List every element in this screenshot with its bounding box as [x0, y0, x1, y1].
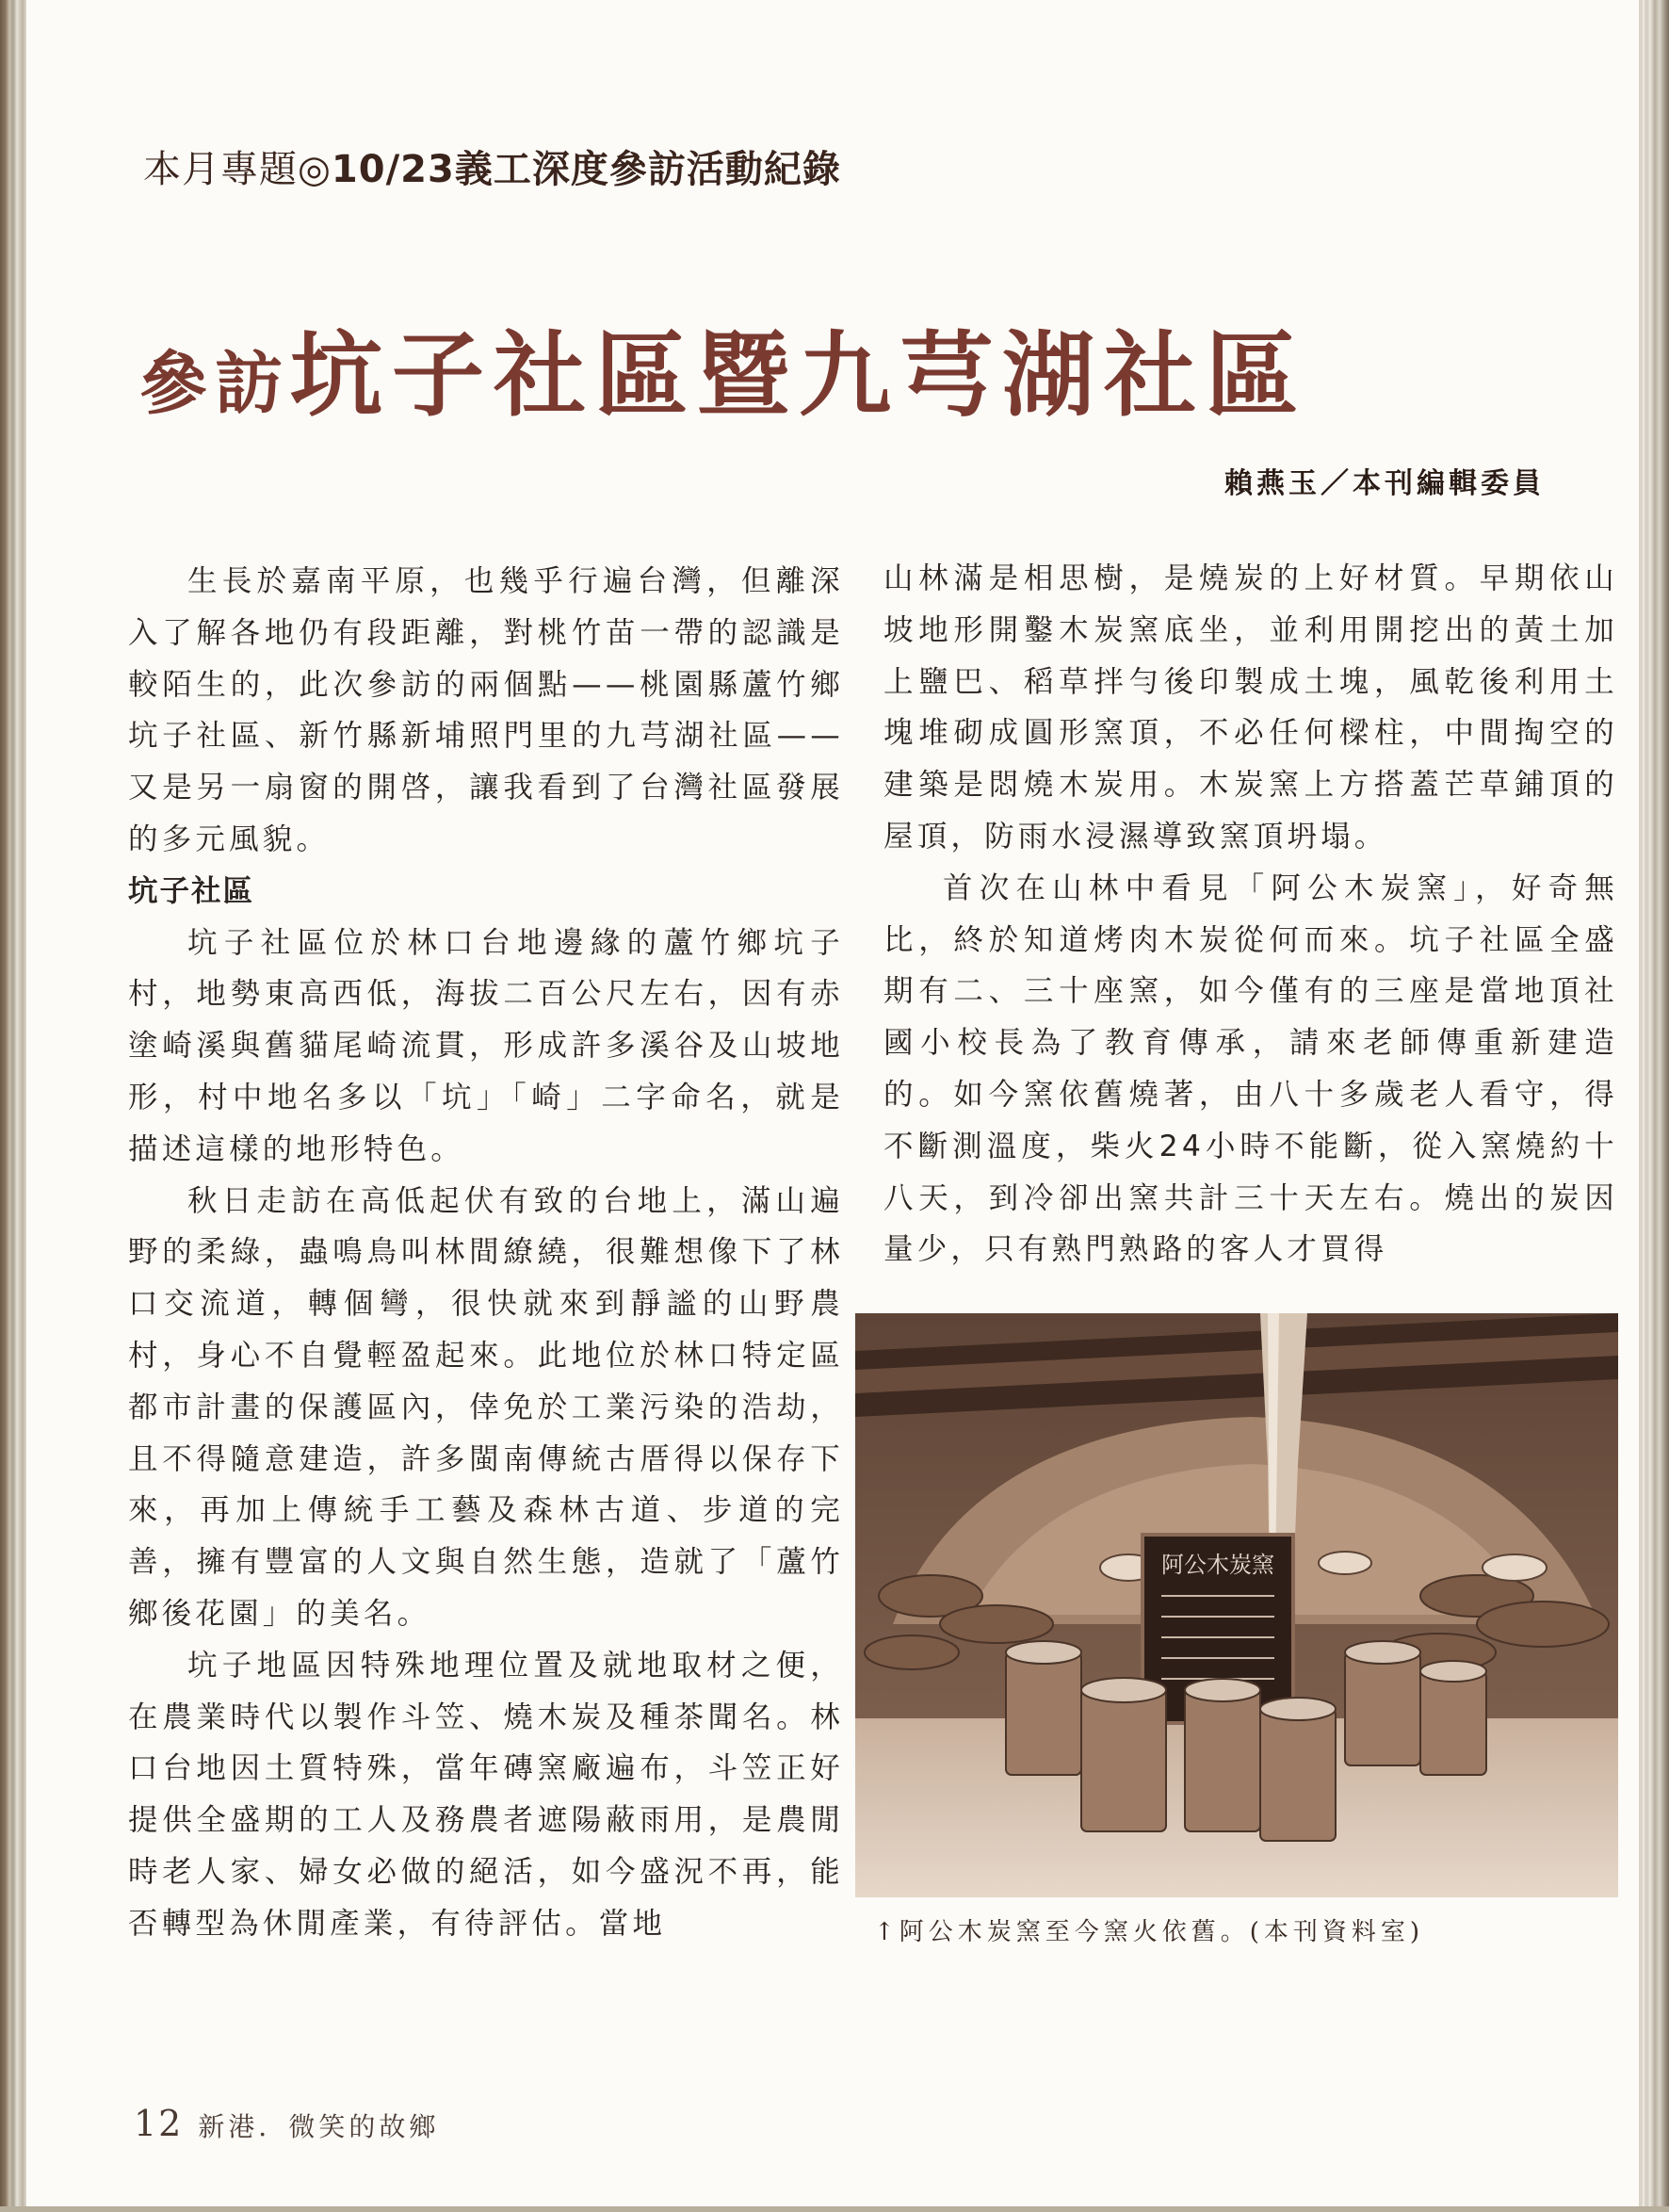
bottom-shadow — [0, 2206, 1669, 2212]
byline: 賴燕玉／本刊編輯委員 — [1224, 467, 1545, 500]
paragraph: 坑子地區因特殊地理位置及就地取材之便，在農業時代以製作斗笠、燒木炭及種茶聞名。林口台地因土質特殊，當年磚窯廠遍布，斗笠正好提供全盛期的工人及務農者遮陽蔽雨用，是農閒時老人家、婦女必做的絕活，如今盛況不再，能否轉型為休閒產業，有待評估。當地 — [128, 1648, 844, 1941]
paragraph: 山林滿是相思樹，是燒炭的上好材質。早期依山坡地形開鑿木炭窯底坐，並利用開挖出的黃土加上鹽巴、稻草拌勻後印製成土塊，風乾後利用土塊堆砌成圓形窯頂，不必任何樑柱，中間掏空的建築是悶燒木炭用。木炭窯上方搭蓋芒草鋪頂的屋頂，防雨水浸濕導致窯頂坍塌。 — [883, 561, 1618, 854]
title-prefix: 參訪 — [139, 344, 291, 423]
page-number: 12 — [134, 2103, 184, 2144]
charcoal-kiln-photo — [855, 1313, 1618, 1897]
paragraph: 秋日走訪在高低起伏有致的台地上，滿山遍野的柔綠，蟲鳴鳥叫林間繚繞，很難想像下了林口交流道，轉個彎，很快就來到靜謐的山野農村，身心不自覺輕盈起來。此地位於林口特定區都市計畫的保護區內，倖免於工業污染的浩劫，且不得隨意建造，許多閩南傳統古厝得以保存下來，再加上傳統手工藝及森林古道、步道的完善，擁有豐富的人文與自然生態，造就了「蘆竹鄉後花園」的美名。 — [128, 1183, 844, 1631]
section-header — [143, 141, 991, 198]
sign-text: 阿公木炭窯 — [1161, 1552, 1274, 1578]
photo-illustration — [855, 1313, 1618, 1897]
paragraph: 首次在山林中看見「阿公木炭窯」，好奇無比，終於知道烤肉木炭從何而來。坑子社區全盛期有二、三十座窯，如今僅有的三座是當地頂社國小校長為了教育傳承，請來老師傳重新建造的。如今窯依舊燒著，由八十多歲老人看守，得不斷測溫度，柴火24小時不能斷，從入窯燒約十八天，到冷卻出窯共計三十天左右。燒出的炭因量少，只有熟門熟路的客人才買得 — [883, 870, 1618, 1267]
publication-name: 新港．微笑的故鄉 — [198, 2111, 440, 2142]
left-column — [128, 556, 844, 1950]
page-edge-left — [0, 0, 28, 2212]
subheading: 坑子社區 — [128, 873, 255, 908]
title-main: 坑子社區暨九芎湖社區 — [290, 322, 1308, 430]
photo-caption: ↑阿公木炭窯至今窯火依舊。(本刊資料室) — [874, 1918, 1425, 1946]
article-title — [139, 301, 1533, 430]
series-label: 本月專題◎ — [143, 148, 332, 191]
magazine-page — [26, 0, 1639, 2212]
paragraph: 坑子社區位於林口台地邊緣的蘆竹鄉坑子村，地勢東高西低，海拔二百公尺左右，因有赤塗崎溪與舊貓尾崎流貫，形成許多溪谷及山坡地形，村中地名多以「坑」「崎」二字命名，就是描述這樣的地形特色。 — [128, 925, 844, 1166]
page-edge-right — [1643, 0, 1669, 2212]
page-footer — [134, 2103, 439, 2150]
topic-label: 10/23義工深度參訪活動紀錄 — [331, 148, 841, 191]
right-column — [883, 553, 1618, 1276]
paragraph: 生長於嘉南平原，也幾乎行遍台灣，但離深入了解各地仍有段距離，對桃竹苗一帶的認識是較陌生的，此次參訪的兩個點——桃園縣蘆竹鄉坑子社區、新竹縣新埔照門里的九芎湖社區——又是另一扇窗的開啓，讓我看到了台灣社區發展的多元風貌。 — [128, 564, 844, 856]
